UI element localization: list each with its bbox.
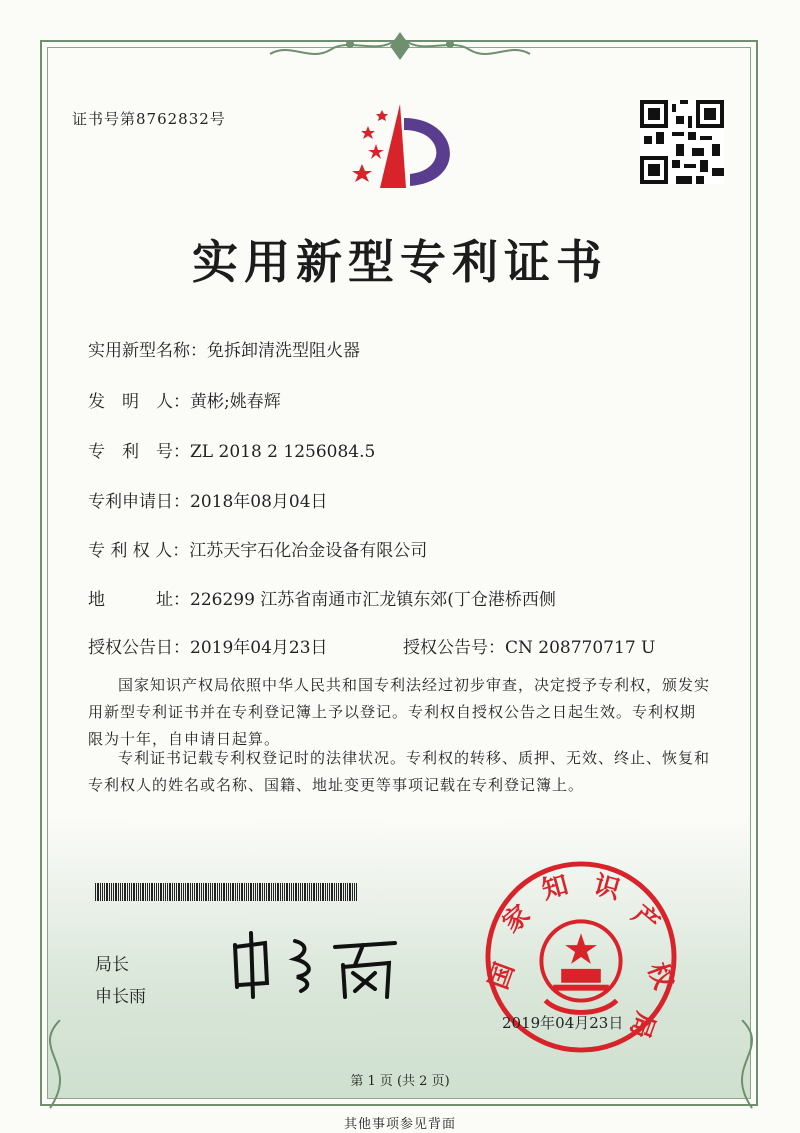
svg-text:局: 局 bbox=[623, 1007, 661, 1043]
field-value: 江苏天宇石化冶金设备有限公司 bbox=[189, 541, 428, 561]
field-patent-number bbox=[88, 437, 375, 462]
svg-text:识: 识 bbox=[590, 870, 624, 906]
certificate-number: 证书号第8762832号 bbox=[72, 110, 226, 128]
field-grant-date bbox=[88, 633, 328, 658]
field-value: ZL 2018 2 1256084.5 bbox=[190, 442, 376, 462]
field-patentee bbox=[88, 536, 427, 561]
field-utility-model-name bbox=[88, 336, 360, 361]
paragraph-legal-status: 专利证书记载专利权登记时的法律状况。专利权的转移、质押、无效、终止、恢复和专利权人的姓名或名称、国籍、地址变更等事项记载在专利登记簿上。 bbox=[88, 749, 711, 794]
svg-text:国: 国 bbox=[483, 958, 521, 994]
corner-ornament-right bbox=[712, 1020, 772, 1110]
page-number: 第 1 页 (共 2 页) bbox=[350, 1074, 450, 1089]
barcode-icon bbox=[95, 883, 357, 901]
signature-title: 局长 bbox=[95, 955, 129, 975]
field-label: 发 明 人： bbox=[88, 392, 190, 412]
field-label: 实用新型名称： bbox=[88, 341, 207, 361]
svg-text:知: 知 bbox=[538, 870, 572, 906]
field-application-date bbox=[88, 487, 328, 512]
field-grant-number bbox=[403, 633, 655, 658]
certificate-title: 实用新型专利证书 bbox=[192, 235, 608, 289]
field-label: 授权公告日： bbox=[88, 638, 190, 658]
paragraph-grant-statement: 国家知识产权局依照中华人民共和国专利法经过初步审查，决定授予专利权，颁发实用新型专利证书并在专利登记簿上予以登记。专利权自授权公告之日起生效。专利权期限为十年，自申请日起算。 bbox=[88, 676, 711, 748]
field-label: 授权公告号： bbox=[403, 638, 505, 658]
field-value: CN 208770717 U bbox=[505, 638, 656, 658]
svg-text:权: 权 bbox=[641, 958, 679, 994]
field-address bbox=[88, 585, 556, 610]
field-label: 地 址： bbox=[88, 590, 190, 610]
field-label: 专利申请日： bbox=[88, 492, 190, 512]
footer-note: 其他事项参见背面 bbox=[343, 1117, 456, 1132]
field-value: 黄彬;姚春辉 bbox=[190, 392, 281, 412]
seal-date: 2019年04月23日 bbox=[502, 1014, 624, 1032]
field-value: 2019年04月23日 bbox=[190, 638, 328, 658]
field-value: 226299 江苏省南通市汇龙镇东郊(丁仓港桥西侧 bbox=[190, 590, 556, 610]
field-value: 2018年08月04日 bbox=[190, 492, 328, 512]
field-inventor bbox=[88, 387, 281, 412]
svg-text:产: 产 bbox=[626, 899, 666, 939]
field-value: 免拆卸清洗型阻火器 bbox=[207, 341, 360, 361]
handwritten-signature bbox=[225, 925, 405, 1005]
cnipa-logo-icon bbox=[340, 98, 470, 202]
signature-name: 申长雨 bbox=[95, 987, 146, 1007]
top-ornament bbox=[250, 28, 550, 68]
field-label: 专 利 权 人： bbox=[88, 541, 190, 561]
corner-ornament-left bbox=[30, 1020, 90, 1110]
svg-text:家: 家 bbox=[496, 899, 536, 939]
qr-code-icon bbox=[640, 100, 724, 184]
field-label: 专 利 号： bbox=[88, 442, 190, 462]
